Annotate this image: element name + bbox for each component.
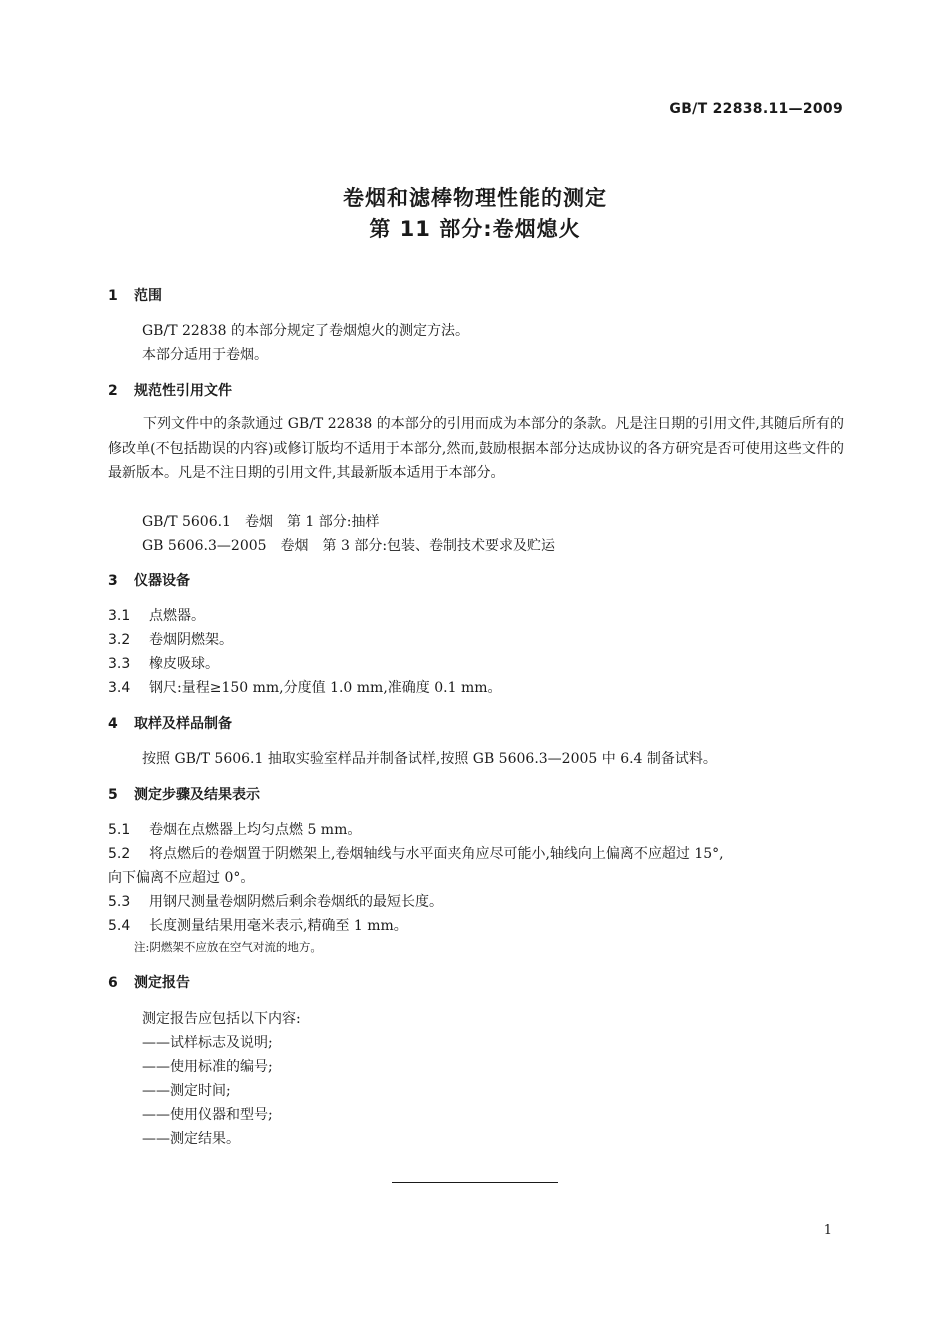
list-item: ——使用标准的编号; <box>142 1059 273 1075</box>
paragraph: 下列文件中的条款通过 GB/T 22838 的本部分的引用而成为本部分的条款。凡是注日期的引用文件,其随后所有的修改单(不包括勘误的内容)或修订版均不适用于本部分,然而,鼓励根据本部分达成协议的各方研究是否可使用这些文件的最新版本。凡是不注日期的引用文件,其最新版本适用于本部分。 <box>108 416 844 481</box>
page-number: 1 <box>823 1223 832 1238</box>
paragraph: 测定报告应包括以下内容: <box>142 1011 301 1027</box>
reference-item: GB 5606.3—2005 卷烟 第 3 部分:包装、卷制技术要求及贮运 <box>142 538 556 554</box>
list-item: ——测定结果。 <box>142 1131 240 1147</box>
paragraph: GB/T 22838 的本部分规定了卷烟熄火的测定方法。 <box>142 323 469 339</box>
section-2-heading: 2 规范性引用文件 <box>108 383 232 399</box>
clause-item: 5.1 卷烟在点燃器上均匀点燃 5 mm。 <box>108 822 362 838</box>
clause-continuation: 向下偏离不应超过 0°。 <box>108 870 255 886</box>
section-5-heading: 5 测定步骤及结果表示 <box>108 787 260 803</box>
clause-item: 3.4 钢尺:量程≥150 mm,分度值 1.0 mm,准确度 0.1 mm。 <box>108 680 502 696</box>
paragraph: 本部分适用于卷烟。 <box>142 347 268 363</box>
standard-number: GB/T 22838.11—2009 <box>669 101 843 117</box>
section-1-heading: 1 范围 <box>108 288 162 304</box>
clause-item: 5.3 用钢尺测量卷烟阴燃后剩余卷烟纸的最短长度。 <box>108 894 443 910</box>
reference-item: GB/T 5606.1 卷烟 第 1 部分:抽样 <box>142 514 380 530</box>
document-title: 卷烟和滤棒物理性能的测定 <box>343 186 607 210</box>
clause-item: 3.3 橡皮吸球。 <box>108 656 219 672</box>
list-item: ——测定时间; <box>142 1083 231 1099</box>
list-item: ——使用仪器和型号; <box>142 1107 273 1123</box>
clause-item: 5.2 将点燃后的卷烟置于阴燃架上,卷烟轴线与水平面夹角应尽可能小,轴线向上偏离不应超过 15°, <box>108 846 724 862</box>
section-6-heading: 6 测定报告 <box>108 975 190 991</box>
clause-item: 3.2 卷烟阴燃架。 <box>108 632 233 648</box>
note: 注:阴燃架不应放在空气对流的地方。 <box>134 940 322 954</box>
end-rule <box>392 1182 558 1183</box>
paragraph: 按照 GB/T 5606.1 抽取实验室样品并制备试样,按照 GB 5606.3—2005 中 6.4 制备试料。 <box>142 751 717 767</box>
clause-item: 5.4 长度测量结果用毫米表示,精确至 1 mm。 <box>108 918 408 934</box>
list-item: ——试样标志及说明; <box>142 1035 273 1051</box>
clause-item: 3.1 点燃器。 <box>108 608 205 624</box>
section-4-heading: 4 取样及样品制备 <box>108 716 232 732</box>
section-3-heading: 3 仪器设备 <box>108 573 190 589</box>
document-subtitle: 第 11 部分:卷烟熄火 <box>369 217 581 241</box>
